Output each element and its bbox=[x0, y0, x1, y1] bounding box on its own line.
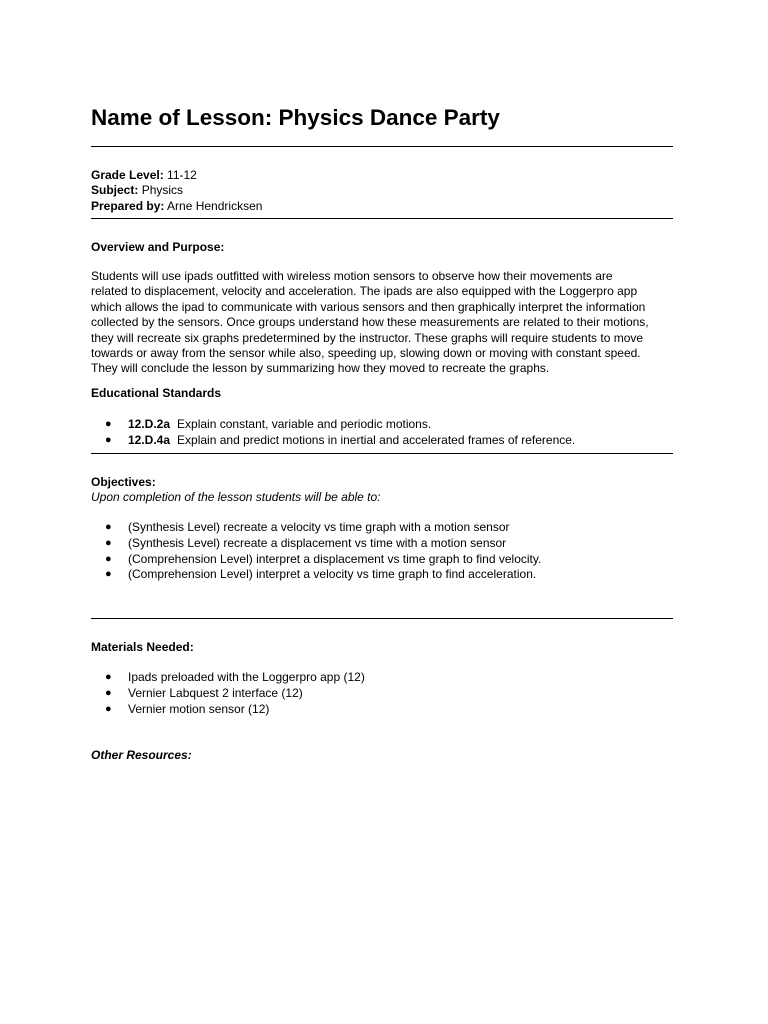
bullet-icon: ● bbox=[105, 521, 112, 533]
list-item bbox=[91, 552, 541, 568]
objective-text: (Comprehension Level) interpret a velocity vs time graph to find acceleration. bbox=[128, 567, 537, 582]
grade-level-value: 11-12 bbox=[167, 168, 197, 182]
list-item bbox=[91, 686, 365, 702]
standard-text: Explain and predict motions in inertial and accelerated frames of reference. bbox=[177, 432, 576, 447]
overview-line: which allows the ipad to communicate with various sensors and then graphically interpret the information bbox=[91, 299, 646, 314]
divider-title bbox=[91, 146, 673, 147]
list-item bbox=[91, 670, 365, 686]
list-item bbox=[91, 702, 365, 718]
bullet-icon: ● bbox=[105, 671, 112, 683]
material-text: Vernier motion sensor (12) bbox=[128, 701, 270, 716]
subject-label: Subject: bbox=[91, 183, 139, 198]
standard-code: 12.D.4a bbox=[128, 432, 171, 447]
prepared-by-line bbox=[91, 199, 681, 214]
objective-text: (Synthesis Level) recreate a velocity vs time graph with a motion sensor bbox=[128, 520, 510, 534]
objective-text: (Comprehension Level) interpret a displacement vs time graph to find velocity. bbox=[128, 551, 542, 566]
list-item bbox=[91, 417, 575, 433]
overview-line: they will recreate six graphs predetermined by the instructor. These graphs will require students to move bbox=[91, 330, 644, 345]
subject-line bbox=[91, 183, 681, 198]
objectives-list bbox=[91, 520, 541, 583]
bullet-icon: ● bbox=[105, 418, 112, 430]
bullet-icon: ● bbox=[105, 568, 112, 581]
bullet-icon: ● bbox=[105, 686, 112, 699]
materials-list bbox=[91, 670, 365, 717]
lesson-meta bbox=[91, 168, 681, 214]
list-item bbox=[91, 567, 541, 583]
standard-text: Explain constant, variable and periodic motions. bbox=[177, 417, 432, 431]
divider-objectives bbox=[91, 618, 673, 619]
prepared-by-label: Prepared by: bbox=[91, 198, 165, 213]
divider-standards bbox=[91, 453, 673, 454]
objectives-heading: Objectives: bbox=[91, 475, 156, 489]
overview-line: related to displacement, velocity and acceleration. The ipads are also equipped with the Loggerpro app bbox=[91, 284, 638, 299]
overview-line: They will conclude the lesson by summarizing how they moved to recreate the graphs. bbox=[91, 361, 550, 376]
standards-heading: Educational Standards bbox=[91, 386, 222, 400]
divider-meta bbox=[91, 218, 673, 219]
overview-paragraph bbox=[91, 269, 681, 377]
material-text: Ipads preloaded with the Loggerpro app (12) bbox=[128, 670, 365, 684]
subject-value: Physics bbox=[141, 183, 184, 198]
grade-level-label: Grade Level: bbox=[91, 168, 164, 182]
overview-line: Students will use ipads outfitted with wireless motion sensors to observe how their movements are bbox=[91, 269, 613, 283]
grade-level-line bbox=[91, 168, 681, 183]
standards-list bbox=[91, 417, 575, 449]
bullet-icon: ● bbox=[105, 433, 112, 446]
other-resources-heading: Other Resources: bbox=[91, 748, 192, 762]
bullet-icon: ● bbox=[105, 536, 112, 549]
overview-line: collected by the sensors. Once groups understand how these measurements are related to their motions, bbox=[91, 315, 649, 330]
bullet-icon: ● bbox=[105, 702, 112, 715]
list-item bbox=[91, 520, 541, 536]
overview-line: towards or away from the sensor while also, speeding up, slowing down or moving with constant speed. bbox=[91, 346, 641, 361]
material-text: Vernier Labquest 2 interface (12) bbox=[128, 685, 303, 700]
standard-code: 12.D.2a bbox=[128, 417, 171, 431]
objectives-intro: Upon completion of the lesson students will be able to: bbox=[91, 490, 381, 504]
overview-heading: Overview and Purpose: bbox=[91, 240, 225, 254]
list-item bbox=[91, 433, 575, 449]
bullet-icon: ● bbox=[105, 552, 112, 565]
prepared-by-value: Arne Hendricksen bbox=[167, 198, 263, 213]
objective-text: (Synthesis Level) recreate a displacement vs time with a motion sensor bbox=[128, 535, 507, 550]
materials-heading: Materials Needed: bbox=[91, 640, 194, 654]
list-item bbox=[91, 536, 541, 552]
lesson-title: Name of Lesson: Physics Dance Party bbox=[91, 105, 500, 130]
